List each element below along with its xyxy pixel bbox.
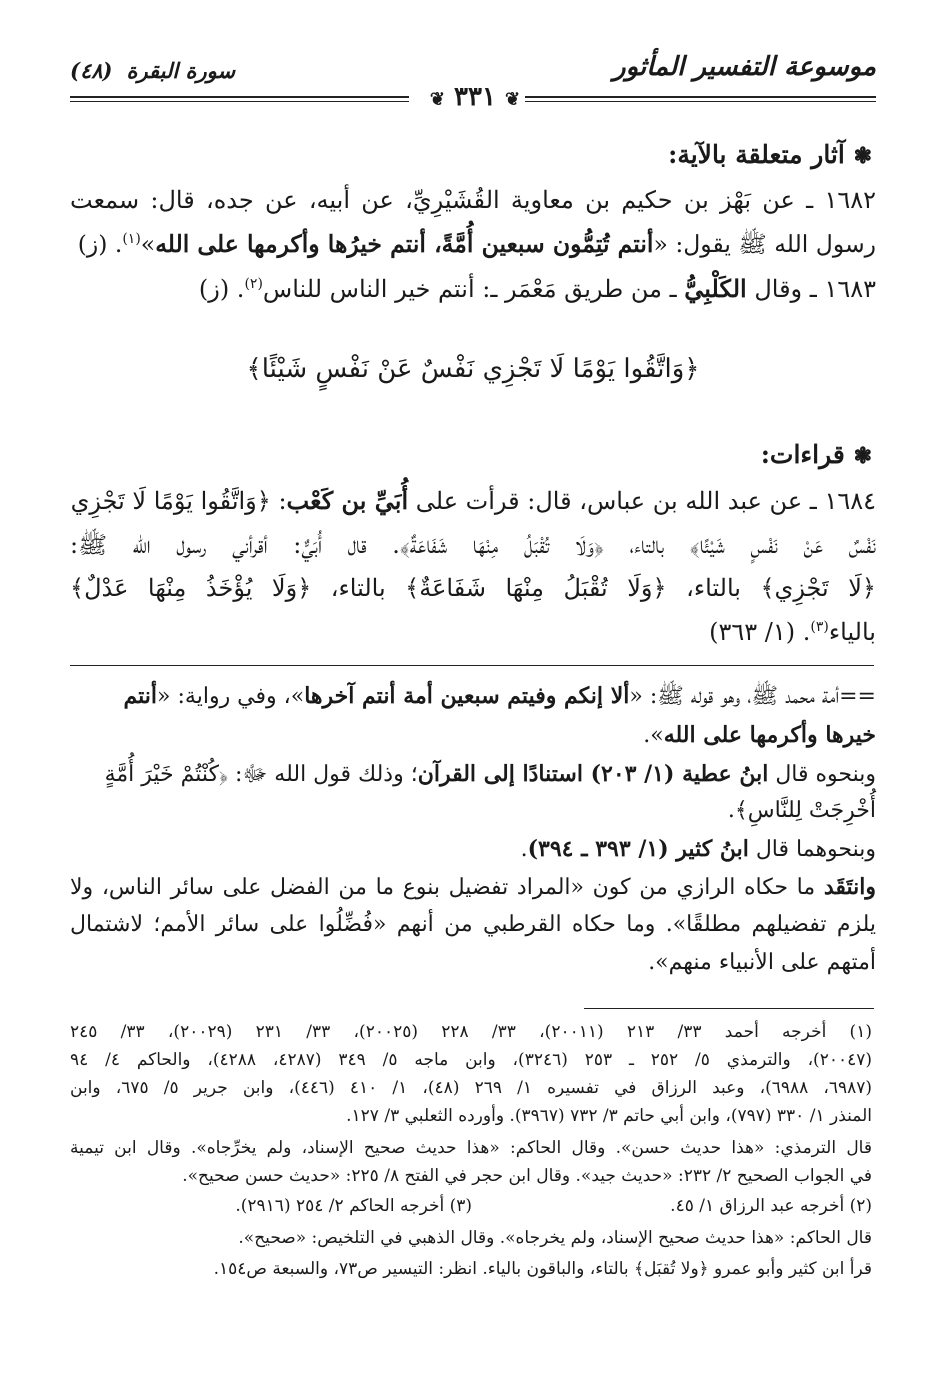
header-rule-right <box>525 96 876 98</box>
narrator-name: أُبَيِّ بن كَعْب <box>286 486 409 515</box>
footnote-1-line3: (٦٩٨٧، ٦٩٨٨)، وعبد الرزاق في تفسيره ١/ ٢٦٩ (٤٨)، ١/ ٤١٠ (٤٤٦)، وابن جرير ٥/ ٦٧٥، وابن <box>70 1078 873 1098</box>
flower-bullet-icon: ❃ <box>853 143 872 169</box>
athar-1683 <box>70 274 876 303</box>
text-run: »، وفي رواية: « <box>157 684 305 709</box>
footnote-ref: (١) <box>122 231 141 248</box>
notes-divider <box>70 665 874 666</box>
header-rule-left-thin <box>70 101 409 102</box>
text-run: وبنحوه قال <box>768 762 876 787</box>
scholar-ref: ابنُ عطية (١/ ٢٠٣) استنادًا إلى القرآن <box>417 761 769 787</box>
keyword: وانتَقَد <box>823 874 876 900</box>
athar-1682-line2 <box>70 230 876 264</box>
qiraat-1684-line1 <box>70 486 876 515</box>
footnote-2-3 <box>70 1196 872 1216</box>
verse-ref: (٤٨) <box>70 58 113 83</box>
text-run: بالياء <box>828 618 876 646</box>
text-run: » <box>140 230 156 258</box>
note-line3 <box>70 760 876 792</box>
text-run: ؛ وذلك قول الله ﷻ: ﴿كُنْتُمْ خَيْرَ أُمَّةٍ <box>104 762 418 787</box>
hadith-text: ألا إنكم وفيتم سبعين أمة أنتم آخرها <box>304 683 630 709</box>
note-line4: أُخْرِجَتْ لِلنَّاسِ﴾. <box>727 798 876 823</box>
ornament-icon: ❦ <box>429 89 445 110</box>
text-run: ـ من طريق مَعْمَر ـ: أنتم خير الناس للناس <box>262 275 685 303</box>
note-line1 <box>30 682 876 714</box>
surah-name: سورة البقرة <box>126 58 236 83</box>
footnote-ref: (٢) <box>244 276 263 292</box>
text-run: وبنحوهما قال <box>748 837 876 862</box>
text-run: ما حكاه الرازي من كون «المراد تفضيل بنوع ما من الفضل على سائر الناس، ولا <box>70 875 824 900</box>
text-run: . (ز) <box>77 230 123 258</box>
note-line6 <box>70 874 876 900</box>
footnote-1-line6: في الجواب الصحيح ٢/ ٢٣٢: «حديث جيد». وقال ابن حجر في الفتح ٨/ ٢٢٥: «حديث حسن صحيح». <box>182 1166 872 1186</box>
footnotes-divider <box>584 1008 874 1009</box>
text-run: ١٦٨٣ ـ وقال <box>746 275 876 303</box>
qiraat-1684-line2: نَفْسٌ عَنْ نَفْسٍ شَيْئًا﴾ بالتاء، ﴿وَلَا تُقْبَلُ مِنْهَا شَفَاعَةٌ﴾. قال أُبَيٌّ: أقرأني رسول الله ﷺ: <box>70 531 876 559</box>
section-heading-text: آثار متعلقة بالآية: <box>668 140 845 169</box>
text-run: ». <box>643 723 664 748</box>
quran-verse: ﴿وَاتَّقُوا يَوْمًا لَا تَجْزِي نَفْسٌ عَنْ نَفْسٍ شَيْئًا﴾ <box>246 354 700 384</box>
note-line8: أمتهم على الأنبياء منهم». <box>648 950 876 975</box>
hadith-text: أنتم <box>123 683 158 709</box>
athar-1682-line1: ١٦٨٢ ـ عن بَهْز بن حكيم بن معاوية القُشَيْرِيِّ، عن أبيه، عن جده، قال: سمعت <box>70 186 876 214</box>
narrator-name: الكَلْبِيُّ <box>684 274 747 303</box>
surah-reference <box>70 58 235 83</box>
header-rule-right-thin <box>525 101 876 102</box>
note-line7: يلزم تفضيلهم مطلقًا». وما حكاه القرطبي من أنهم «فُضِّلُوا على سائر الأمم؛ لاشتمال <box>70 912 876 937</box>
text-run: . (ز) <box>198 275 245 303</box>
footnote-1-line4: المنذر ١/ ٣٣٠ (٧٩٧)، وابن أبي حاتم ٣/ ٧٣٢ (٣٩٦٧). وأورده الثعلبي ٣/ ١٢٧. <box>346 1106 872 1126</box>
hadith-text: أنتم تُتِمُّون سبعين أُمَّةً، أنتم خيرُها وأكرمها على الله <box>155 230 654 258</box>
text-run: ١٦٨٤ ـ عن عبد الله بن عباس، قال: قرأت على <box>408 487 876 515</box>
section-heading-text: قراءات: <box>760 440 845 469</box>
footnote-3: (٣) أخرجه الحاكم ٢/ ٢٥٤ (٢٩١٦). <box>235 1196 472 1216</box>
note-line2 <box>70 722 876 748</box>
footnote-ref: (٣) <box>810 619 829 635</box>
section-heading-athar <box>668 140 872 169</box>
page-number-box <box>425 82 525 112</box>
page-number: ٣٣١ <box>454 82 496 112</box>
book-title: موسوعة التفسير المأثور <box>613 52 876 82</box>
flower-bullet-icon: ❃ <box>853 443 872 469</box>
qiraat-1684-line3: ﴿لَا تَجْزِي﴾ بالتاء، ﴿وَلَا تُقْبَلُ مِنْهَا شَفَاعَةٌ﴾ بالتاء، ﴿وَلَا يُؤْخَذُ مِنْهَا عَدْلٌ﴾ <box>70 574 876 602</box>
text-run: . <box>520 837 528 862</box>
scholar-ref: ابنُ كثير (١/ ٣٩٣ ـ ٣٩٤) <box>527 836 749 862</box>
section-heading-qiraat <box>761 440 872 469</box>
footnote-2: (٢) أخرجه عبد الرزاق ١/ ٤٥. <box>670 1196 872 1216</box>
footnote-3-line3: قرأ ابن كثير وأبو عمرو ﴿ولا تُقبَل﴾ بالتاء، والباقون بالياء. انظر: التيسير ص٧٣، والسبعة ص١٥٤. <box>213 1259 872 1279</box>
footnote-3-line2: قال الحاكم: «هذا حديث صحيح الإسناد، ولم يخرجاه». وقال الذهبي في التلخيص: «صحيح». <box>238 1228 872 1248</box>
text-run: أمة محمد ﷺ، وهو قوله ﷺ: « <box>629 684 840 709</box>
footnote-1-line5: قال الترمذي: «هذا حديث حسن». وقال الحاكم: «هذا حديث صحيح الإسناد، ولم يخرِّجاه». وقال ابن تيمية <box>70 1138 872 1158</box>
text-run: . (١/ ٣٦٣) <box>709 618 811 646</box>
footnote-1-line2: (٢٠٠٤٧)، والترمذي ٥/ ٢٥٢ ـ ٢٥٣ (٣٢٤٦)، وابن ماجه ٥/ ٣٤٩ (٤٢٨٧، ٤٢٨٨)، والحاكم ٤/ ٩٤ <box>70 1050 872 1070</box>
continuation-marker: == <box>839 684 876 709</box>
qiraat-1684-line4 <box>70 618 876 646</box>
ornament-icon: ❦ <box>505 89 521 110</box>
text-run: رسول الله ﷺ يقول: « <box>653 230 876 258</box>
header-rule-left <box>70 96 409 98</box>
hadith-text: خيرها وأكرمها على الله <box>663 722 876 748</box>
footnote-1-line1: (١) أخرجه أحمد ٣٣/ ٢١٣ (٢٠٠١١)، ٣٣/ ٢٢٨ (٢٠٠٢٥)، ٣٣/ ٢٣١ (٢٠٠٢٩)، ٣٣/ ٢٤٥ <box>70 1022 872 1042</box>
note-line5 <box>70 836 876 862</box>
text-run: : ﴿وَاتَّقُوا يَوْمًا لَا تَجْزِي <box>70 487 287 515</box>
